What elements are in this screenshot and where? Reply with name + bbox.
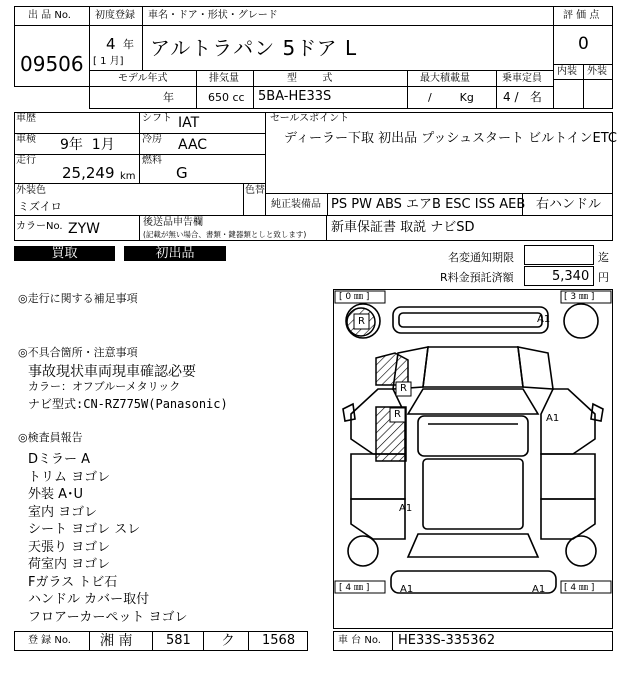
history-label: 車歴	[16, 113, 36, 124]
inspector-line: 室内 ヨゴレ	[28, 504, 98, 520]
mark-r-fender: R	[400, 383, 407, 394]
grade-value: 0	[578, 34, 589, 54]
interior-grade-cell	[553, 79, 584, 109]
inspection-label: 車検	[16, 134, 36, 145]
model-code: 5BA-HE33S	[258, 89, 332, 104]
car-diagram	[333, 289, 613, 629]
exterior-grade-label: 外装	[587, 66, 607, 77]
grade-label: 評 価 点	[563, 10, 600, 21]
tire-depth-front-right: [ 3 ㎜ ]	[564, 292, 595, 302]
exterior-grade-cell	[583, 79, 613, 109]
first-reg-year: 4	[106, 35, 116, 53]
inspector-title: ◎検査員報告	[18, 431, 83, 444]
sales-point-value: ディーラー下取 初出品 プッシュスタート ビルトインETC	[284, 131, 618, 146]
name-change-unit: 迄	[598, 251, 609, 264]
model-year-unit: 年	[163, 91, 174, 104]
tire-depth-front-left: [ 0 ㎜ ]	[339, 292, 370, 302]
ext-color-value: ミズイロ	[18, 200, 62, 213]
reg-label: 登 録 No.	[28, 635, 71, 646]
shift-value: IAT	[178, 115, 200, 131]
displacement-value: 650 cc	[208, 91, 245, 104]
reg-class-no: 581	[166, 633, 191, 648]
tag-first-listing: 初出品	[124, 246, 226, 261]
roof-outline	[423, 459, 523, 529]
max-load-label: 最大積載量	[420, 73, 470, 84]
recycle-label: R料金預託済額	[440, 271, 514, 284]
capacity-label: 乗車定員	[502, 73, 542, 84]
mark-a1-rdoor: A1	[546, 413, 560, 424]
inspector-line: シート ヨゴレ スレ	[28, 522, 141, 537]
tire-depth-rear-left: [ 4 ㎜ ]	[339, 583, 370, 593]
interior-grade-label: 内装	[557, 66, 577, 77]
inspector-line: Fガラス トビ石	[28, 574, 118, 590]
sales-point-cell	[265, 112, 613, 194]
model-label: 型 式	[287, 73, 333, 84]
driving-notes-title: ◎走行に関する補足事項	[18, 292, 138, 305]
fuel-label: 燃料	[142, 155, 162, 166]
first-reg-label: 初度登録	[95, 10, 135, 21]
equipment-label: 純正装備品	[271, 199, 321, 210]
mileage-unit: km	[120, 171, 136, 182]
first-reg-month: [ 1 月]	[93, 56, 124, 67]
inspector-line: Dミラー A	[28, 452, 91, 467]
inspector-line: フロアーカーペット ヨゴレ	[28, 609, 188, 625]
tire-depth-rear-right: [ 4 ㎜ ]	[564, 583, 595, 593]
capacity-value: 4 / 名	[503, 90, 542, 104]
first-reg-year-unit: 年	[123, 38, 134, 51]
chassis-label: 車 台 No.	[338, 635, 381, 646]
color-change-label: 色替	[245, 185, 265, 196]
car-name-label: 車名・ドア・形状・グレード	[148, 10, 278, 21]
max-load-value: / Kg	[428, 91, 474, 104]
defects-title: ◎不具合箇所・注意事項	[18, 346, 138, 359]
front-bumper-outline	[393, 307, 551, 333]
inspector-line: トリム ヨゴレ	[28, 469, 111, 485]
wheel-rear-left	[348, 536, 378, 566]
reg-number: 1568	[262, 633, 296, 648]
wheel-front-right	[564, 304, 598, 338]
reg-region: 湘 南	[100, 633, 133, 649]
reg-kana: ク	[221, 633, 235, 649]
wheel-rear-right	[566, 536, 596, 566]
lot-number: 09506	[20, 52, 84, 76]
color-change-divider	[243, 183, 244, 216]
mark-a1-bumper: A1	[537, 314, 551, 325]
mark-a1-rearbumper: A1	[400, 584, 414, 595]
defect-line: 事故現状車両現車確認必要	[28, 364, 196, 380]
lot-label: 出 品 No.	[28, 10, 71, 21]
defect-line: ナビ型式:CN-RZ775W(Panasonic)	[28, 397, 228, 411]
color-no-value: ZYW	[68, 221, 100, 237]
inspector-list	[28, 448, 228, 623]
ac-label: 冷房	[142, 134, 162, 145]
steering-value: 右ハンドル	[536, 197, 602, 212]
fuel-value: G	[176, 164, 188, 182]
inspector-line: 外装 A･U	[28, 487, 84, 502]
mileage-label: 走行	[16, 155, 36, 166]
mark-a1-ldoor: A1	[399, 503, 413, 514]
inspector-line: 天張り ヨゴレ	[28, 539, 111, 555]
mark-r-front-wheel: R	[358, 316, 365, 327]
right-rear-door	[541, 454, 595, 499]
mark-r-apillar: R	[394, 409, 401, 420]
mileage-value: 25,249	[62, 164, 115, 182]
damage-hatch-fender	[376, 353, 408, 385]
color-no-label: カラーNo.	[16, 221, 63, 232]
warranty-value: 新車保証書 取説 ナビSD	[331, 220, 475, 235]
ac-value: AAC	[178, 137, 208, 153]
tag-buyout: 買取	[14, 246, 115, 261]
shift-label: シフト	[142, 113, 172, 124]
aftermarket-note: (記載が無い場合、書類・鍵器類としと致します)	[143, 230, 307, 239]
equipment-value: PS PW ABS エアB ESC ISS AEB	[331, 197, 526, 212]
inspector-line: 荷室内 ヨゴレ	[28, 557, 111, 572]
displacement-label: 排気量	[209, 73, 239, 84]
recycle-unit: 円	[598, 271, 609, 284]
sales-point-label: セールスポイント	[270, 113, 350, 124]
bonnet-outline	[423, 347, 523, 387]
model-year-label: モデル年式	[118, 73, 168, 84]
defects-list	[28, 361, 328, 412]
defect-line: カラー：オフブルーメタリック	[28, 380, 181, 393]
ext-color-label: 外装色	[16, 185, 46, 196]
model-year-cell	[89, 86, 197, 109]
name-change-label: 名変通知期限	[448, 251, 514, 264]
inspection-value: 9年 1月	[60, 137, 115, 153]
chassis-number: HE33S-335362	[398, 633, 496, 648]
name-change-box	[524, 245, 594, 265]
car-name: アルトラパン 5ドア L	[150, 36, 358, 60]
mark-a1-rear: A1	[532, 584, 546, 595]
recycle-value: 5,340	[552, 269, 590, 284]
inspector-line: ハンドル カバー取付	[28, 592, 150, 607]
aftermarket-label: 後送品申告欄	[143, 217, 203, 228]
